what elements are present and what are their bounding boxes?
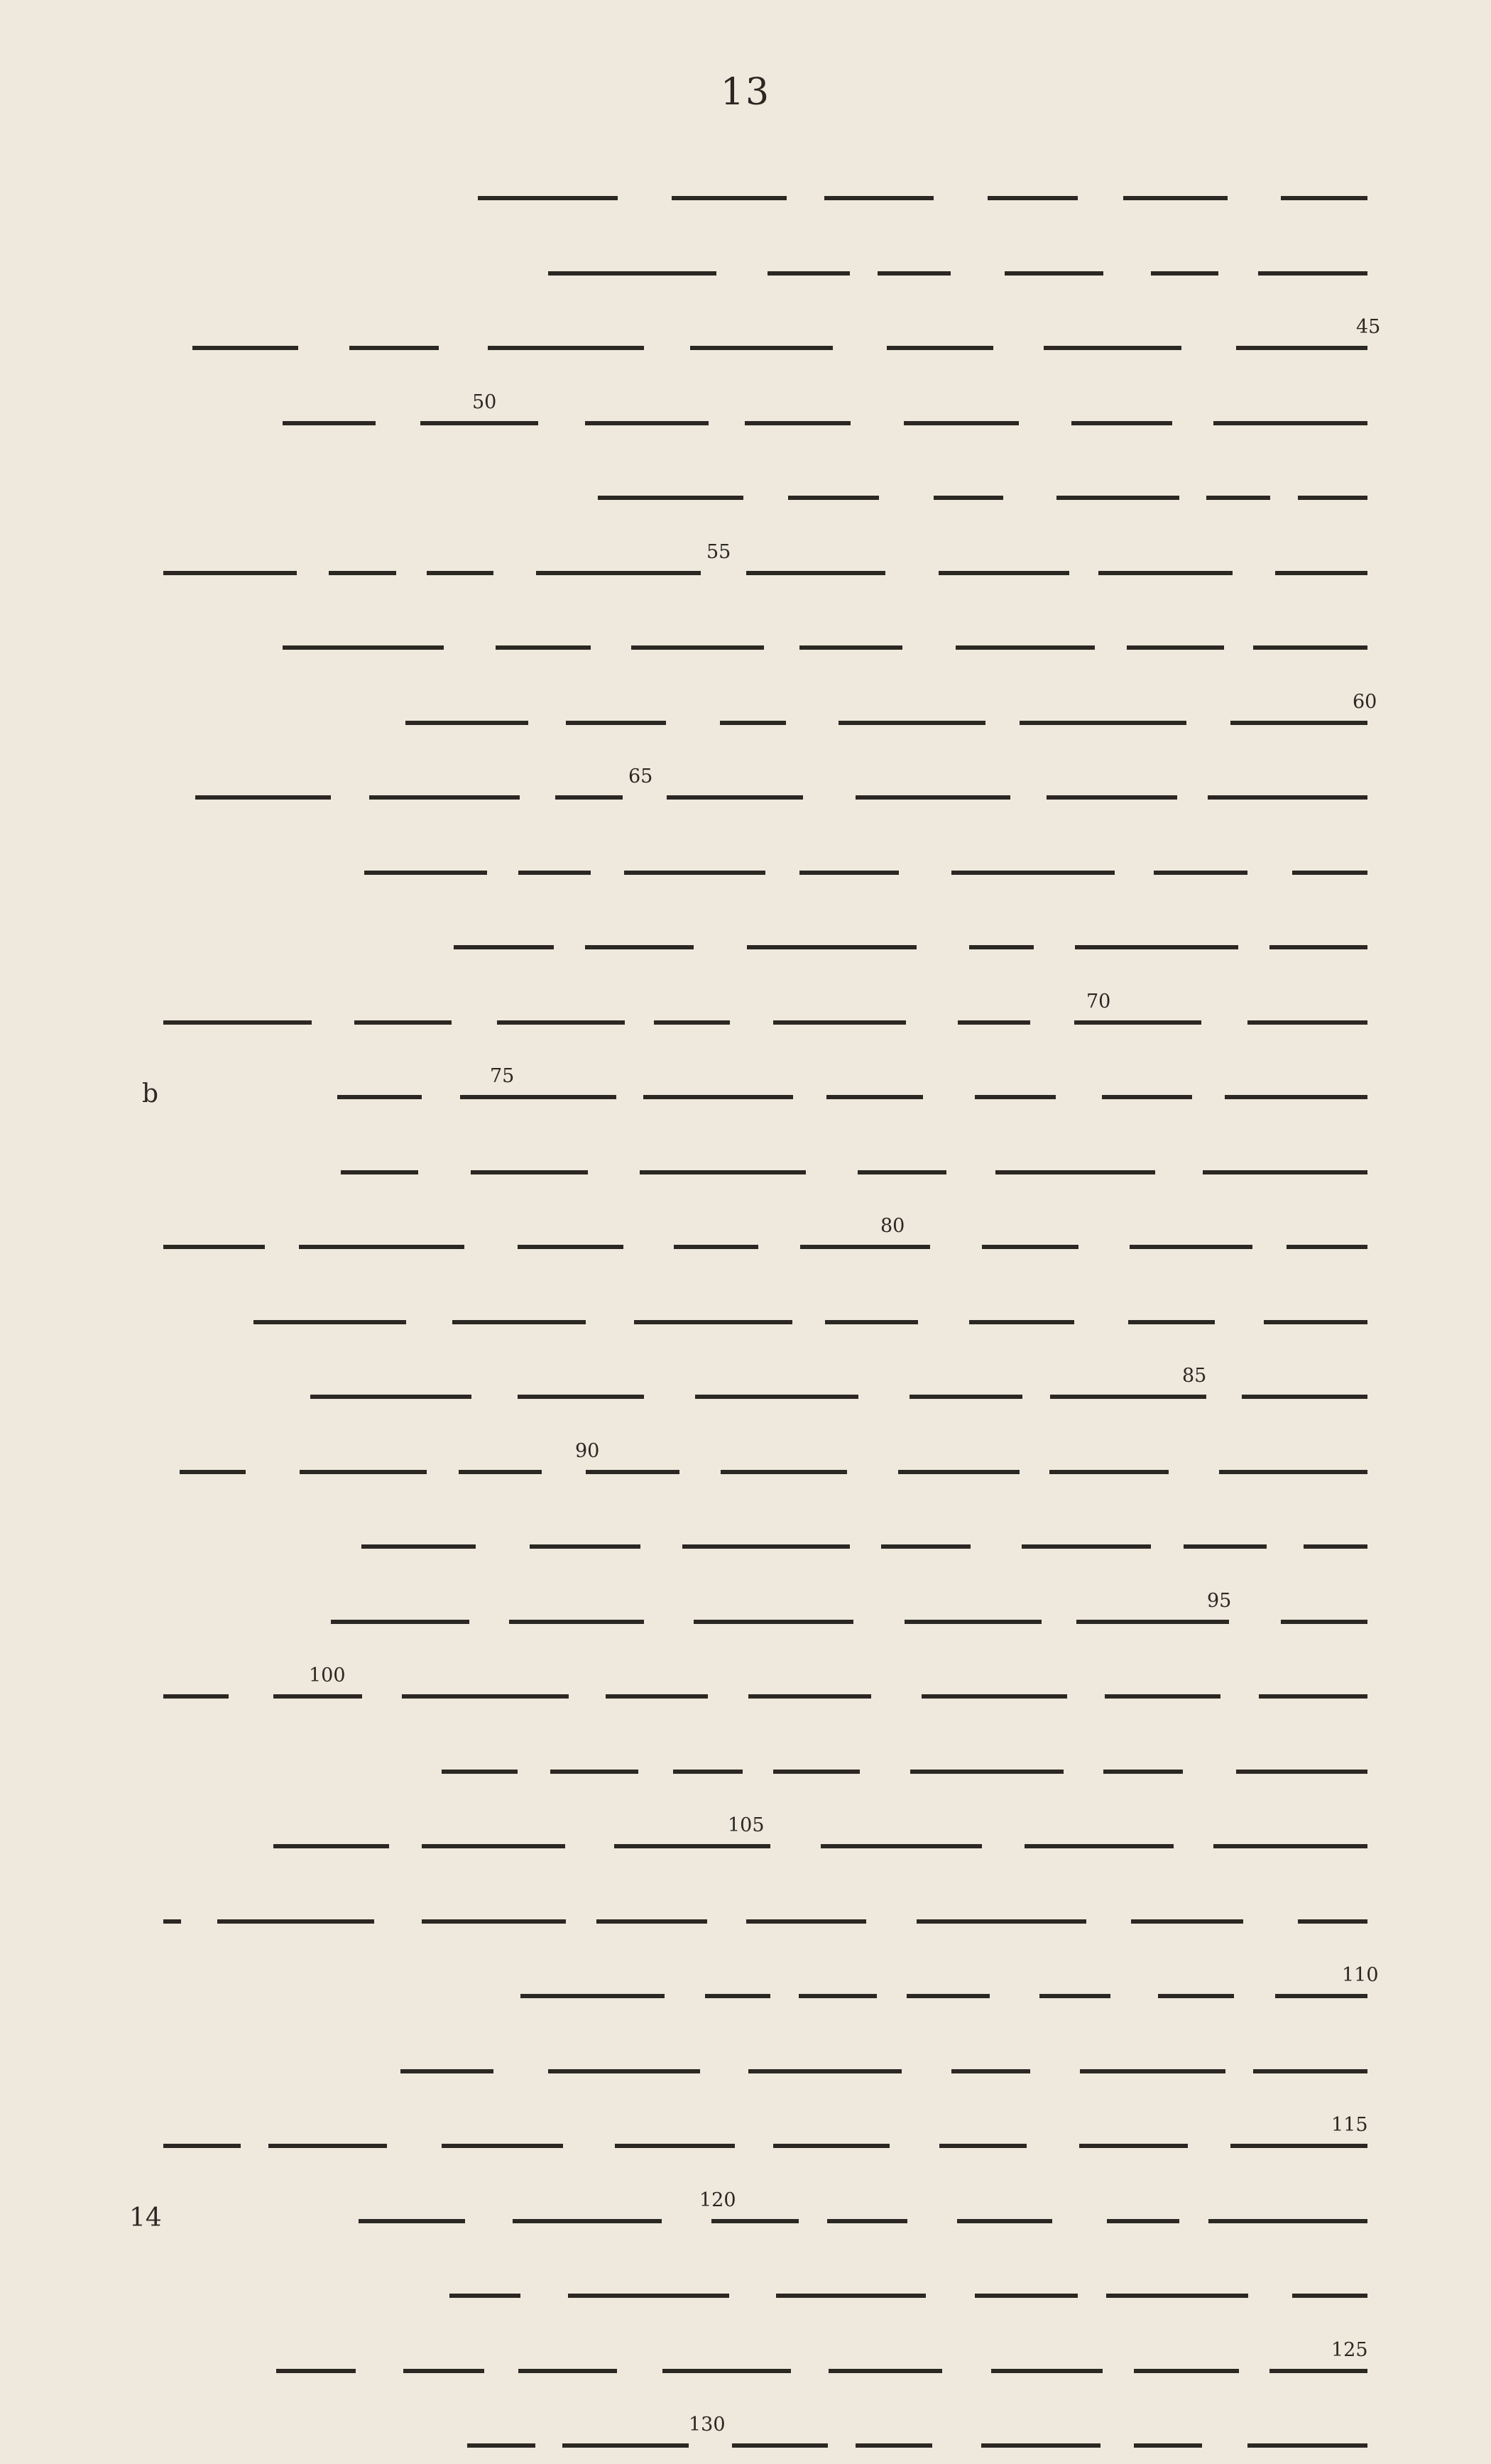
verse-number: 100 — [309, 1664, 346, 1686]
text-line — [163, 923, 1370, 966]
text-line — [163, 2421, 1370, 2464]
text-line — [163, 2047, 1370, 2090]
text-line — [163, 1822, 1370, 1865]
text-line — [163, 1972, 1370, 2015]
text-line — [163, 2272, 1370, 2314]
verse-number: 50 — [472, 391, 497, 413]
verse-number: 70 — [1086, 990, 1111, 1013]
text-line — [163, 623, 1370, 666]
text-line — [163, 1148, 1370, 1191]
verse-number: 125 — [1331, 2338, 1368, 2361]
text-line — [163, 474, 1370, 516]
verse-number: 120 — [699, 2188, 736, 2211]
verse-number: 90 — [575, 1439, 600, 1462]
margin-mark: b — [142, 1079, 159, 1108]
text-line — [163, 773, 1370, 816]
text-line — [163, 1748, 1370, 1790]
verse-number: 105 — [728, 1814, 765, 1836]
text-line — [163, 399, 1370, 442]
margin-mark: 14 — [129, 2203, 162, 2233]
verse-number: 75 — [490, 1065, 515, 1087]
text-line — [163, 849, 1370, 891]
text-line — [163, 1448, 1370, 1490]
page-number: 13 — [720, 71, 771, 114]
verse-number: 80 — [880, 1215, 905, 1237]
text-line — [163, 2122, 1370, 2164]
text-line — [163, 699, 1370, 741]
text-line — [163, 1298, 1370, 1341]
text-line — [163, 1073, 1370, 1116]
text-line — [163, 1522, 1370, 1565]
verse-number: 55 — [706, 540, 731, 563]
verse-number: 130 — [689, 2414, 726, 2436]
text-line — [163, 249, 1370, 292]
verse-number: 85 — [1182, 1365, 1207, 1387]
text-line — [163, 549, 1370, 592]
verse-number: 60 — [1353, 690, 1377, 713]
text-line — [163, 1598, 1370, 1640]
text-line — [163, 2197, 1370, 2240]
text-line — [163, 1223, 1370, 1265]
text-line — [163, 998, 1370, 1041]
text-line — [163, 1897, 1370, 1940]
verse-number: 95 — [1207, 1589, 1232, 1612]
verse-number: 65 — [628, 765, 653, 787]
verse-number: 45 — [1356, 316, 1381, 338]
text-line — [163, 2347, 1370, 2389]
text-line — [163, 324, 1370, 366]
text-line — [163, 174, 1370, 217]
verse-number: 110 — [1342, 1964, 1379, 1986]
verse-number: 115 — [1331, 2114, 1368, 2136]
